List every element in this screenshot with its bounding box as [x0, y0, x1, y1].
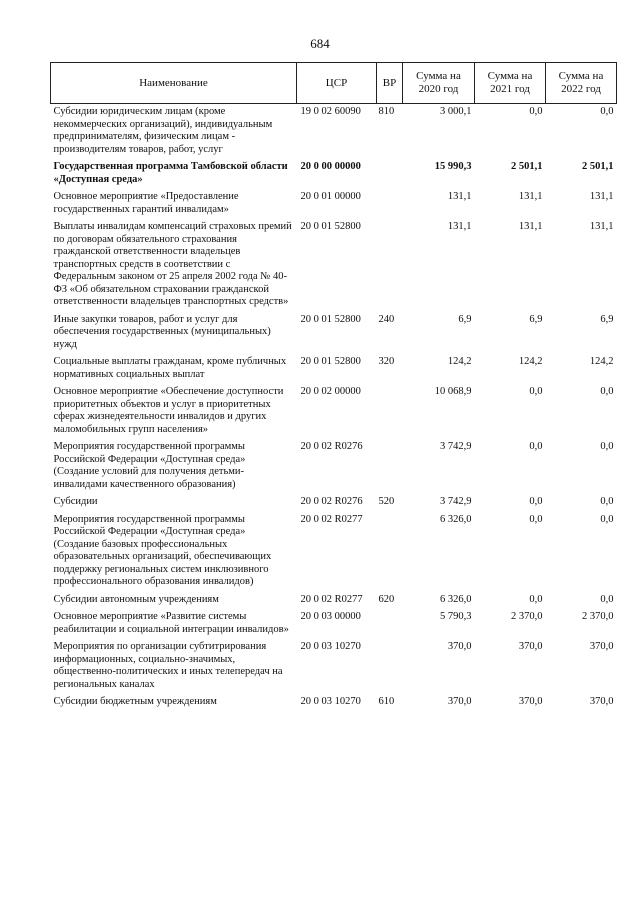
row-vr: 520 [378, 496, 395, 507]
row-sum-2022: 0,0 [600, 496, 614, 507]
row-sum-2022: 131,1 [589, 221, 614, 232]
row-name: Государственная программа Тамбовской области «Доступная среда» [53, 161, 288, 185]
row-sum-2022: 131,1 [589, 191, 614, 202]
table-row [51, 189, 617, 219]
row-csr: 20 0 03 10270 [300, 641, 361, 652]
row-sum-2021: 370,0 [518, 641, 543, 652]
row-sum-2020: 3 000,1 [440, 106, 472, 117]
table-row [51, 592, 617, 610]
row-vr [377, 439, 403, 494]
row-vr [377, 159, 403, 189]
row-sum-2020: 3 742,9 [440, 441, 472, 452]
row-vr: 610 [378, 696, 395, 707]
row-vr: 620 [378, 593, 395, 605]
row-vr: 240 [378, 313, 395, 325]
table-row [51, 104, 617, 160]
row-csr: 20 0 02 R0277 [300, 593, 363, 605]
row-sum-2021: 0,0 [529, 441, 543, 452]
table-row [51, 639, 617, 694]
row-sum-2020: 6 326,0 [440, 593, 472, 605]
row-sum-2020: 15 990,3 [434, 161, 472, 172]
row-sum-2021: 0,0 [529, 496, 543, 507]
row-name: Мероприятия государственной программы Российской Федерации «Доступная среда» (Создание базовых профессиональных образовательных организаций, обеспечивающих поддержку региональных систем инклюзивного профессионального образования инвалидов) [53, 513, 272, 587]
row-vr [377, 512, 403, 592]
row-sum-2022: 6,9 [600, 313, 614, 325]
row-csr: 20 0 02 R0277 [300, 513, 363, 525]
row-sum-2021: 0,0 [529, 593, 543, 605]
row-sum-2021: 370,0 [518, 696, 543, 707]
row-csr: 19 0 02 60090 [300, 106, 361, 117]
row-name: Иные закупки товаров, работ и услуг для обеспечения государственных (муниципальных) нужд [53, 313, 271, 350]
row-name: Субсидии автономным учреждениям [53, 593, 219, 605]
row-sum-2020: 5 790,3 [440, 611, 472, 622]
table-row [51, 609, 617, 639]
row-sum-2022: 370,0 [589, 696, 614, 707]
row-sum-2022: 0,0 [600, 386, 614, 397]
row-name: Основное мероприятие «Предоставление государственных гарантий инвалидам» [53, 191, 239, 215]
row-sum-2022: 0,0 [600, 593, 614, 605]
table-row [51, 354, 617, 384]
row-sum-2022: 0,0 [600, 513, 614, 525]
row-sum-2022: 2 501,1 [582, 161, 614, 172]
table-row [51, 494, 617, 512]
row-csr: 20 0 02 00000 [300, 386, 361, 397]
row-sum-2020: 10 068,9 [434, 386, 472, 397]
row-vr: 810 [378, 106, 395, 117]
row-sum-2022: 370,0 [589, 641, 614, 652]
row-sum-2022: 0,0 [600, 106, 614, 117]
row-sum-2022: 124,2 [589, 356, 614, 367]
row-sum-2020: 6 326,0 [440, 513, 472, 525]
row-sum-2021: 131,1 [518, 191, 543, 202]
header-sum-2020: Сумма на 2020 год [403, 63, 475, 104]
table-row [51, 694, 617, 712]
row-sum-2021: 131,1 [518, 221, 543, 232]
row-name: Социальные выплаты гражданам, кроме публичных нормативных социальных выплат [53, 356, 287, 380]
table-body [51, 104, 617, 712]
row-sum-2020: 6,9 [458, 313, 472, 325]
row-sum-2020: 124,2 [447, 356, 472, 367]
row-vr: 320 [378, 356, 395, 367]
row-name: Выплаты инвалидам компенсаций страховых премий по договорам обязательного страхования гражданской ответственности владельцев транспортных средств в соответствии с Федеральным законом от 25 апреля 2002 года № 40-ФЗ «Об обязательном страховании гражданской ответственности владельцев транспортных средств» [53, 221, 292, 307]
row-sum-2022: 2 370,0 [582, 611, 614, 622]
row-sum-2020: 3 742,9 [440, 496, 472, 507]
row-sum-2021: 2 370,0 [511, 611, 543, 622]
table-row [51, 384, 617, 439]
page-number: 684 [310, 36, 330, 51]
row-name: Мероприятия государственной программы Российской Федерации «Доступная среда» (Создание условий для получения детьми-инвалидами качественного образования) [53, 441, 246, 490]
row-csr: 20 0 02 R0276 [300, 441, 363, 452]
row-vr [377, 609, 403, 639]
row-sum-2020: 370,0 [447, 696, 472, 707]
row-sum-2022: 0,0 [600, 441, 614, 452]
table-header [51, 63, 617, 104]
table-row [51, 159, 617, 189]
row-sum-2020: 370,0 [447, 641, 472, 652]
row-csr: 20 0 01 52800 [300, 356, 361, 367]
row-csr: 20 0 00 00000 [300, 161, 361, 172]
row-csr: 20 0 01 00000 [300, 191, 361, 202]
row-name: Основное мероприятие «Обеспечение доступности приоритетных объектов и услуг в приоритетных сферах жизнедеятельности инвалидов и других маломобильных групп населения» [53, 386, 284, 435]
row-csr: 20 0 03 10270 [300, 696, 361, 707]
row-name: Субсидии [53, 496, 98, 507]
table-row [51, 219, 617, 312]
row-sum-2020: 131,1 [447, 221, 472, 232]
table-row [51, 312, 617, 355]
row-name: Субсидии бюджетным учреждениям [53, 696, 217, 707]
header-sum-2021: Сумма на 2021 год [475, 63, 546, 104]
row-name: Субсидии юридическим лицам (кроме некоммерческих организаций), индивидуальным предпринимателям, физическим лицам - производителям товаров, работ, услуг [53, 106, 273, 155]
row-csr: 20 0 01 52800 [300, 221, 361, 232]
header-sum-2022: Сумма на 2022 год [546, 63, 617, 104]
row-sum-2021: 0,0 [529, 106, 543, 117]
row-vr [377, 189, 403, 219]
row-vr [377, 219, 403, 312]
row-sum-2021: 124,2 [518, 356, 543, 367]
row-sum-2021: 0,0 [529, 386, 543, 397]
row-sum-2021: 0,0 [529, 513, 543, 525]
row-name: Основное мероприятие «Развитие системы реабилитации и социальной интеграции инвалидов» [53, 611, 289, 635]
row-csr: 20 0 01 52800 [300, 313, 361, 325]
header-vr: ВР [377, 63, 403, 104]
row-csr: 20 0 03 00000 [300, 611, 361, 622]
row-sum-2021: 2 501,1 [511, 161, 543, 172]
row-vr [377, 384, 403, 439]
row-name: Мероприятия по организации субтитрирования информационных, социально-значимых, общественно-политических и иных телепередач на региональных каналах [53, 641, 283, 690]
row-vr [377, 639, 403, 694]
table-row [51, 439, 617, 494]
table-row [51, 512, 617, 592]
row-csr: 20 0 02 R0276 [300, 496, 363, 507]
header-name: Наименование [51, 63, 297, 104]
header-csr: ЦСР [297, 63, 377, 104]
budget-table [50, 62, 617, 712]
row-sum-2021: 6,9 [529, 313, 543, 325]
row-sum-2020: 131,1 [447, 191, 472, 202]
